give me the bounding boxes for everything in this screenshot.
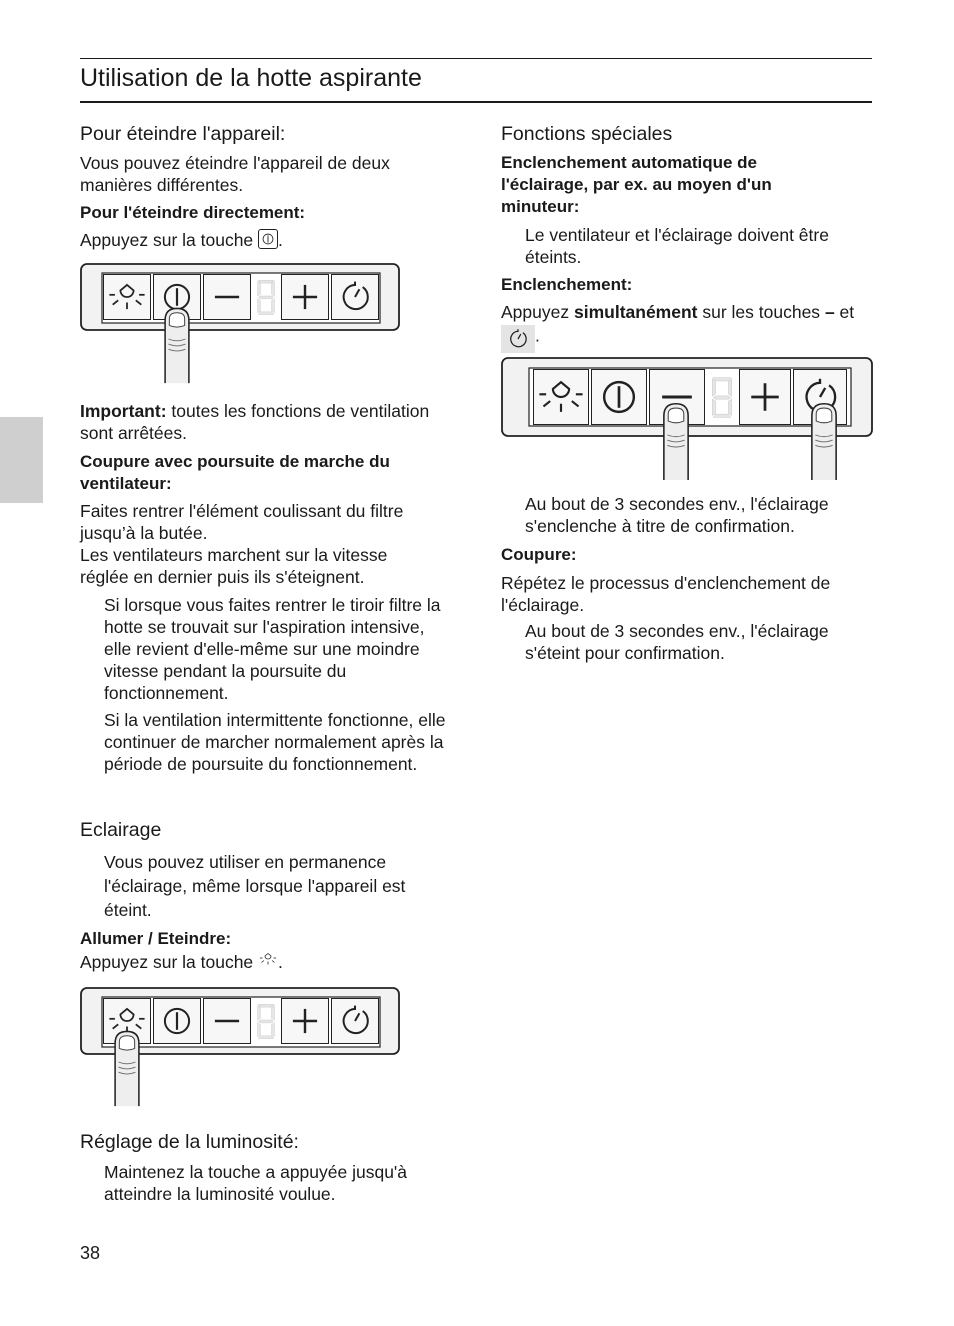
brightness-text: Maintenez la touche a appuyée jusqu'à atteindre la luminosité voulue. (104, 1162, 408, 1204)
plus-button[interactable] (281, 274, 329, 320)
important-label: Important: (80, 401, 167, 421)
off-heading: Pour éteindre l'appareil: (80, 123, 286, 145)
auto-heading: Enclenchement automatique de l'éclairage, par ex. au moyen d'un minuteur: (501, 153, 772, 216)
afterrun-heading: Coupure avec poursuite de marche du ventilateur: (80, 452, 390, 493)
finger-pressing-light (110, 1028, 144, 1108)
plus-icon (282, 275, 328, 319)
timer-key-inline-icon (501, 325, 535, 353)
minus-button[interactable] (203, 274, 251, 320)
digit-display (707, 372, 737, 422)
afterrun-text-1: Faites rentrer l'élément coulissant du filtre jusqu’à la butée. (80, 501, 404, 543)
finger-icon (657, 402, 695, 480)
light-button[interactable] (533, 369, 589, 425)
finger-icon (110, 1028, 144, 1108)
important-text: toutes les fonctions de ventilation sont arrêtées. (80, 401, 430, 443)
direct-heading: Pour l'éteindre directement: (80, 203, 306, 222)
light-button[interactable] (103, 274, 151, 320)
page-number: 38 (80, 1243, 101, 1263)
light-icon (534, 370, 588, 424)
direct-text (80, 229, 460, 251)
digit-display-icon (253, 1000, 279, 1042)
plus-icon (282, 999, 328, 1043)
on-text-b: simultanément (573, 302, 698, 322)
finger-pressing-minus (657, 402, 695, 480)
on-text-c: sur les touches (702, 302, 821, 322)
on-text-a: Appuyez (501, 302, 570, 322)
off-heading-right: Coupure: (501, 545, 577, 564)
top-rule (80, 58, 872, 59)
brightness-heading: Réglage de la luminosité: (80, 1131, 299, 1153)
minus-icon (204, 275, 250, 319)
finger-pressing-timer (805, 402, 843, 480)
on-text-d: – (824, 302, 835, 322)
side-tab (0, 417, 43, 503)
on-text-e: et (839, 302, 855, 322)
page-title: Utilisation de la hotte aspirante (80, 64, 422, 92)
auto-note: Le ventilateur et l'éclairage doivent être éteints. (525, 225, 829, 267)
timer-icon (332, 275, 378, 319)
light-key-inline-icon (258, 949, 278, 969)
off-text: Répétez le processus d'enclenchement de l'éclairage. (501, 573, 831, 615)
on-text (501, 301, 873, 351)
digit-display (253, 276, 279, 318)
light-icon (104, 275, 150, 319)
minus-icon (204, 999, 250, 1043)
plus-button[interactable] (281, 998, 329, 1044)
digit-display-icon (253, 276, 279, 318)
on-note: Au bout de 3 secondes env., l'éclairage s'enclenche à titre de confirmation. (525, 494, 829, 536)
light-intro: Vous pouvez utiliser en permanence l'éclairage, même lorsque l'appareil est éteint. (104, 852, 406, 920)
important-note (80, 400, 440, 444)
light-heading: Eclairage (80, 819, 162, 841)
timer-button[interactable] (331, 998, 379, 1044)
minus-button[interactable] (203, 998, 251, 1044)
plus-icon (740, 370, 790, 424)
power-icon (154, 999, 200, 1043)
onoff-text-end: . (278, 952, 283, 972)
afterrun-text-2: Les ventilateurs marchent sur la vitesse réglée en dernier puis ils s'éteignent. (80, 545, 388, 587)
power-icon (592, 370, 646, 424)
afterrun-note-1: Si lorsque vous faites rentrer le tiroir filtre la hotte se trouvait sur l'aspiration intensive, elle revient d'elle-même sur une moindre vitesse pendant la poursuite du fonctionnement. (104, 595, 441, 703)
off-note: Au bout de 3 secondes env., l'éclairage s'éteint pour confirmation. (525, 621, 829, 663)
finger-icon (805, 402, 843, 480)
power-key-inline-icon (258, 229, 278, 249)
onoff-text (80, 951, 460, 973)
power-button[interactable] (153, 998, 201, 1044)
timer-icon (332, 999, 378, 1043)
direct-text-label: Appuyez sur la touche (80, 230, 254, 250)
power-button[interactable] (591, 369, 647, 425)
onoff-heading: Allumer / Eteindre: (80, 929, 232, 948)
timer-button[interactable] (331, 274, 379, 320)
header-rule (80, 101, 872, 103)
finger-icon (160, 305, 194, 385)
on-text-end: . (535, 325, 540, 346)
direct-text-end: . (278, 230, 283, 250)
on-heading: Enclenchement: (501, 275, 633, 294)
off-intro: Vous pouvez éteindre l'appareil de deux manières différentes. (80, 153, 390, 195)
special-heading: Fonctions spéciales (501, 123, 673, 145)
digit-display (253, 1000, 279, 1042)
plus-button[interactable] (739, 369, 791, 425)
digit-display-icon (707, 372, 737, 422)
onoff-text-label: Appuyez sur la touche (80, 952, 254, 972)
finger-pressing-power (160, 305, 194, 385)
afterrun-note-2: Si la ventilation intermittente fonctionne, elle continuer de marcher normalement après la période de poursuite du fonctionnement. (104, 710, 446, 774)
